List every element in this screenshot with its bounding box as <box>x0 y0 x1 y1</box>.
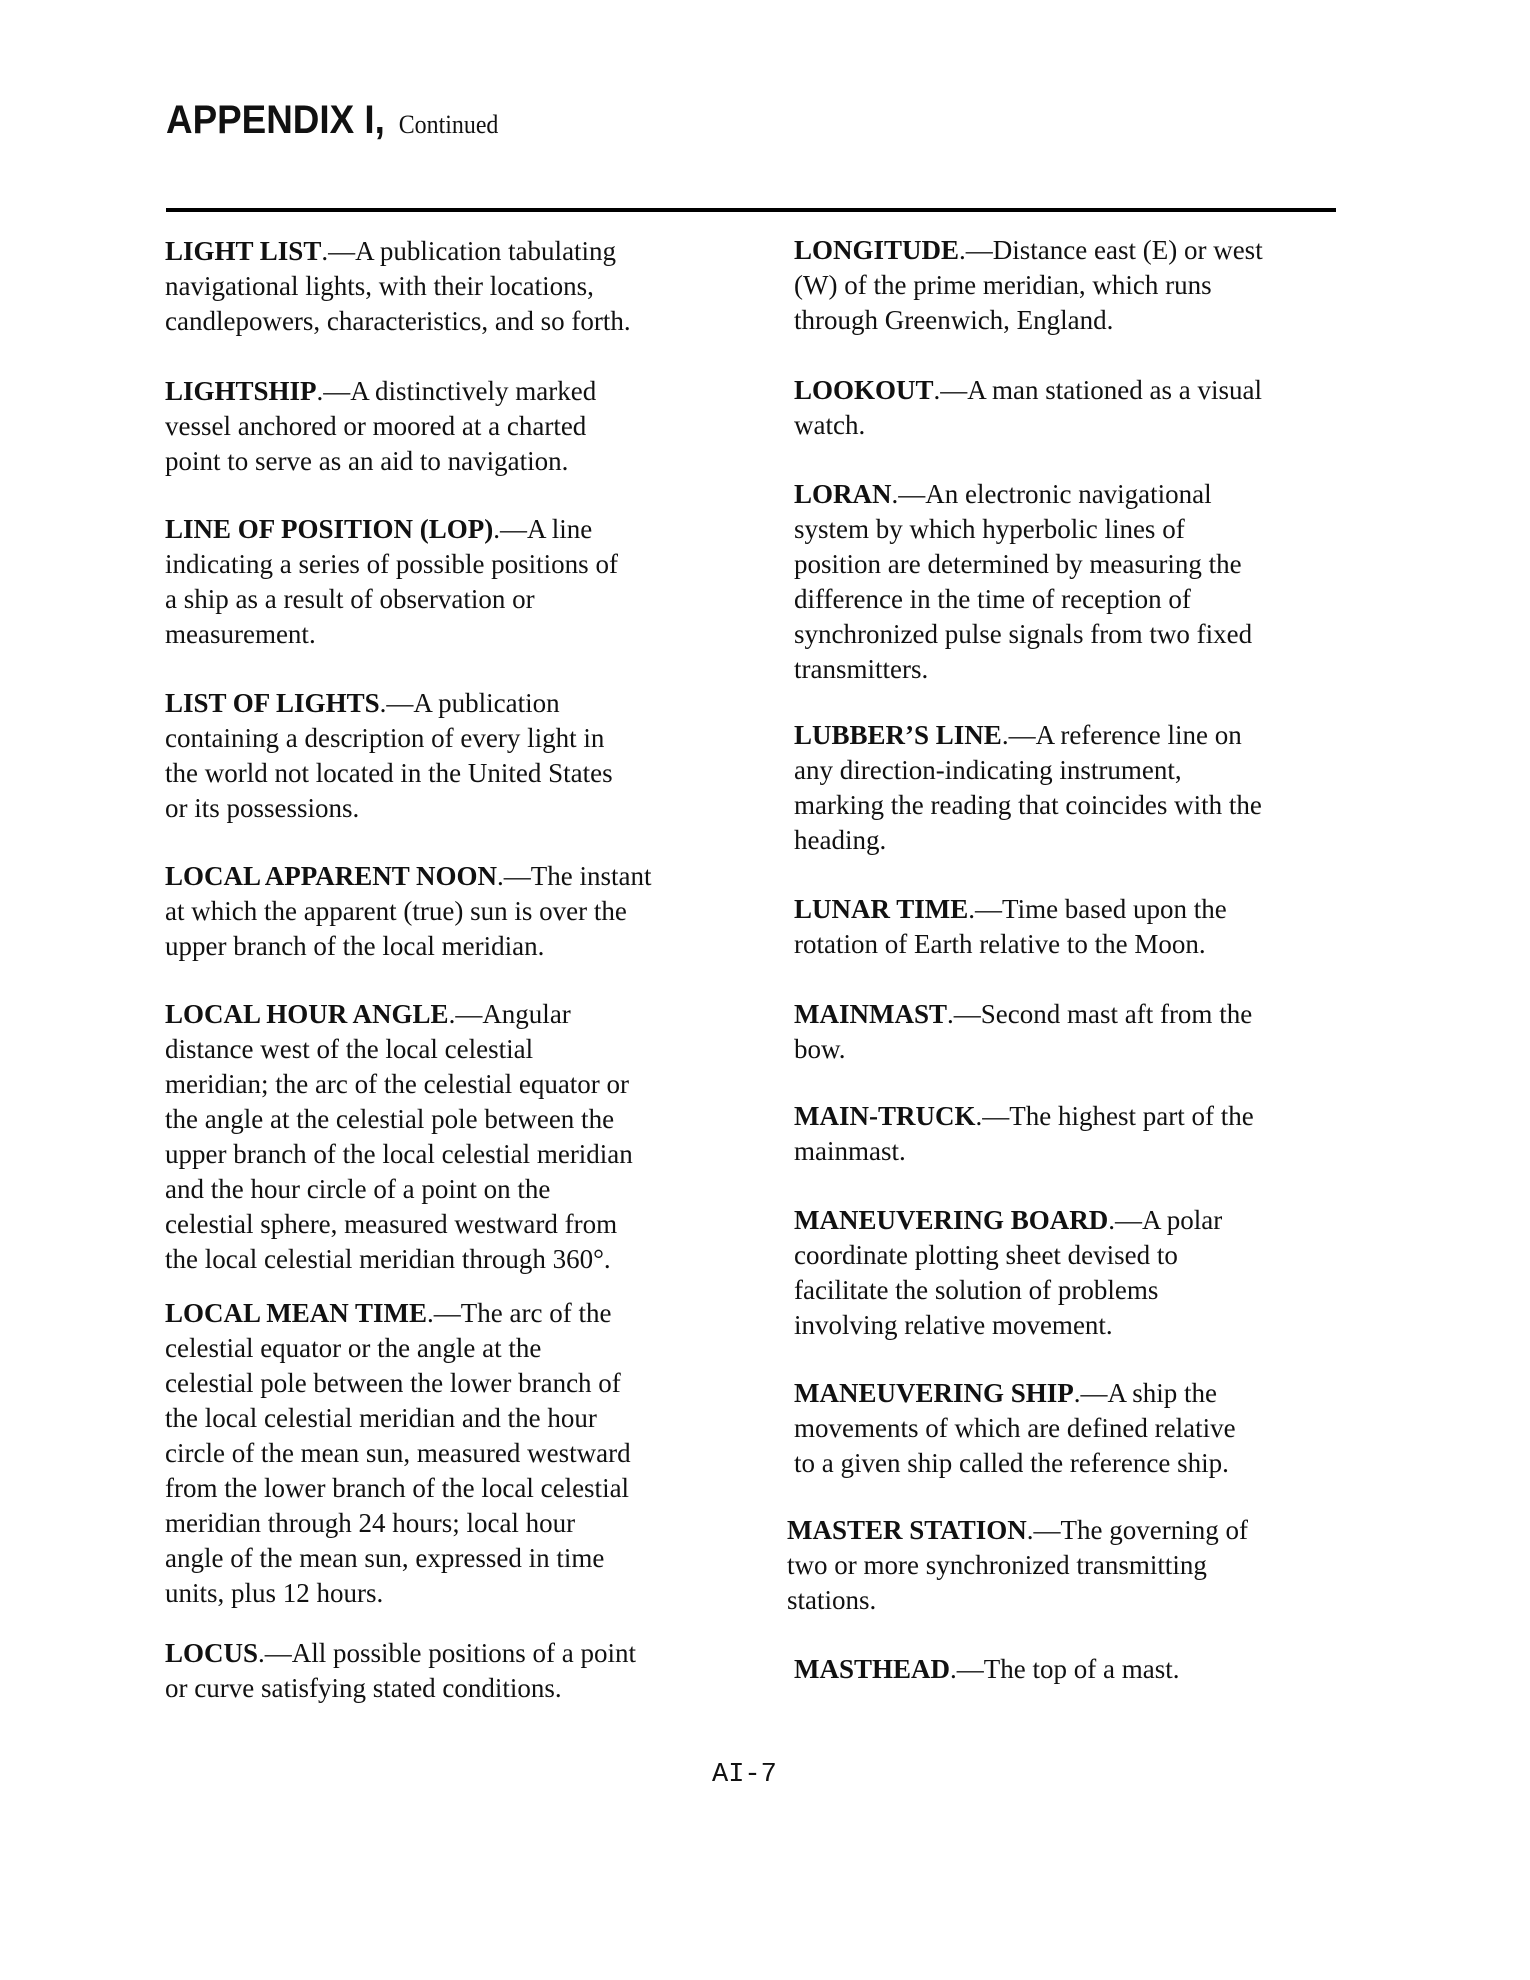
entry-definition: angle of the mean sun, expressed in time <box>165 1543 605 1573</box>
entry-line <box>165 1401 631 1436</box>
glossary-entry <box>794 1099 1254 1169</box>
entry-term: MAIN-TRUCK <box>794 1101 976 1131</box>
entry-term: LUBBER’S LINE <box>794 720 1002 750</box>
entry-definition: .—Distance east (E) or west <box>959 235 1263 265</box>
entry-definition: and the hour circle of a point on the <box>165 1174 551 1204</box>
entry-line <box>165 269 631 304</box>
entry-term: MAINMAST <box>794 999 947 1029</box>
appendix-title: APPENDIX I, <box>166 98 385 142</box>
entry-line <box>165 1576 631 1611</box>
entry-line <box>794 1273 1222 1308</box>
header-rule <box>166 208 1336 212</box>
entry-line <box>794 373 1262 408</box>
entry-term: LIGHTSHIP <box>165 376 317 406</box>
entry-definition: .—Angular <box>448 999 571 1029</box>
entry-definition: .—An electronic navigational <box>891 479 1212 509</box>
entry-line <box>794 1376 1236 1411</box>
entry-definition: celestial sphere, measured westward from <box>165 1209 618 1239</box>
glossary-entry <box>794 1376 1236 1481</box>
entry-line <box>794 652 1252 687</box>
entry-definition: upper branch of the local meridian. <box>165 931 545 961</box>
entry-term: MANEUVERING SHIP <box>794 1378 1074 1408</box>
glossary-entry <box>794 1203 1222 1343</box>
glossary-entry <box>794 477 1252 687</box>
entry-line <box>787 1583 1248 1618</box>
entry-definition: through Greenwich, England. <box>794 305 1114 335</box>
entry-definition: .—A publication tabulating <box>321 236 617 266</box>
entry-line <box>794 1032 1252 1067</box>
entry-term: LOCAL MEAN TIME <box>165 1298 428 1328</box>
entry-line <box>165 1102 633 1137</box>
entry-definition: system by which hyperbolic lines of <box>794 514 1185 544</box>
entry-line <box>165 1541 631 1576</box>
entry-line <box>794 788 1262 823</box>
entry-definition: .—A man stationed as a visual <box>933 375 1262 405</box>
glossary-entry <box>794 892 1227 962</box>
entry-line <box>165 582 618 617</box>
glossary-entry <box>165 512 618 652</box>
entry-definition: mainmast. <box>794 1136 906 1166</box>
entry-definition: rotation of Earth relative to the Moon. <box>794 929 1206 959</box>
entry-line <box>165 444 596 479</box>
entry-line <box>165 1137 633 1172</box>
glossary-entry <box>165 374 596 479</box>
entry-line <box>794 753 1262 788</box>
entry-term: LOCAL HOUR ANGLE <box>165 999 449 1029</box>
entry-definition: meridian through 24 hours; local hour <box>165 1508 576 1538</box>
entry-line <box>165 1067 633 1102</box>
entry-term: LOCAL APPARENT NOON <box>165 861 498 891</box>
entry-term: LONGITUDE <box>794 235 960 265</box>
entry-definition: celestial pole between the lower branch of <box>165 1368 621 1398</box>
entry-definition: bow. <box>794 1034 846 1064</box>
entry-definition: movements of which are defined relative <box>794 1413 1236 1443</box>
entry-definition: upper branch of the local celestial meridian <box>165 1139 633 1169</box>
glossary-entry <box>794 233 1263 338</box>
entry-term: LIST OF LIGHTS <box>165 688 380 718</box>
entry-definition: the local celestial meridian and the hour <box>165 1403 597 1433</box>
entry-definition: meridian; the arc of the celestial equator or <box>165 1069 630 1099</box>
entry-definition: watch. <box>794 410 866 440</box>
glossary-entry <box>794 718 1262 858</box>
entry-line <box>794 718 1262 753</box>
entry-definition: vessel anchored or moored at a charted <box>165 411 587 441</box>
entry-definition: coordinate plotting sheet devised to <box>794 1240 1178 1270</box>
entry-term: LUNAR TIME <box>794 894 969 924</box>
entry-line <box>165 1366 631 1401</box>
entry-definition: or curve satisfying stated conditions. <box>165 1673 562 1703</box>
entry-line <box>165 894 652 929</box>
entry-line <box>794 823 1262 858</box>
entry-definition: measurement. <box>165 619 316 649</box>
entry-definition: the world not located in the United States <box>165 758 613 788</box>
entry-line <box>794 1308 1222 1343</box>
entry-line <box>794 1238 1222 1273</box>
entry-line <box>165 1436 631 1471</box>
entry-definition: containing a description of every light in <box>165 723 605 753</box>
entry-line <box>165 859 652 894</box>
entry-definition: .—A polar <box>1108 1205 1223 1235</box>
entry-definition: .—All possible positions of a point <box>258 1638 637 1668</box>
entry-line <box>794 408 1262 443</box>
entry-line <box>165 1242 633 1277</box>
entry-definition: from the lower branch of the local celestial <box>165 1473 630 1503</box>
entry-definition: .—A distinctively marked <box>316 376 597 406</box>
entry-definition: stations. <box>787 1585 877 1615</box>
entry-line <box>794 997 1252 1032</box>
entry-line <box>794 892 1227 927</box>
entry-line <box>794 303 1263 338</box>
glossary-entry <box>165 686 613 826</box>
entry-line <box>165 1506 631 1541</box>
entry-definition: indicating a series of possible positions of <box>165 549 618 579</box>
entry-definition: two or more synchronized transmitting <box>787 1550 1207 1580</box>
entry-term: LOOKOUT <box>794 375 934 405</box>
entry-line <box>165 997 633 1032</box>
entry-definition: .—The governing of <box>1026 1515 1248 1545</box>
entry-definition: point to serve as an aid to navigation. <box>165 446 569 476</box>
entry-definition: difference in the time of reception of <box>794 584 1191 614</box>
entry-line <box>165 1172 633 1207</box>
entry-definition: any direction-indicating instrument, <box>794 755 1182 785</box>
entry-line <box>794 927 1227 962</box>
page-title <box>166 98 498 143</box>
entry-definition: (W) of the prime meridian, which runs <box>794 270 1212 300</box>
page-number: AI-7 <box>712 1760 777 1790</box>
entry-term: LORAN <box>794 479 892 509</box>
entry-line <box>787 1513 1248 1548</box>
entry-line <box>165 721 613 756</box>
entry-line <box>165 1296 631 1331</box>
entry-line <box>794 512 1252 547</box>
entry-definition: .—Second mast aft from the <box>947 999 1253 1029</box>
entry-definition: transmitters. <box>794 654 929 684</box>
entry-term: MANEUVERING BOARD <box>794 1205 1109 1235</box>
entry-definition: .—A ship the <box>1073 1378 1218 1408</box>
entry-definition: .—The highest part of the <box>975 1101 1254 1131</box>
glossary-entry <box>165 234 631 339</box>
entry-line <box>165 1331 631 1366</box>
entry-definition: to a given ship called the reference ship. <box>794 1448 1229 1478</box>
entry-definition: facilitate the solution of problems <box>794 1275 1159 1305</box>
glossary-entry <box>165 997 633 1277</box>
entry-line <box>165 512 618 547</box>
entry-line <box>794 1411 1236 1446</box>
glossary-entry <box>787 1513 1248 1618</box>
entry-line <box>165 1207 633 1242</box>
entry-definition: units, plus 12 hours. <box>165 1578 384 1608</box>
entry-line <box>794 1203 1222 1238</box>
entry-line <box>165 409 596 444</box>
entry-definition: .—The arc of the <box>427 1298 612 1328</box>
entry-line <box>165 1671 636 1706</box>
entry-definition: at which the apparent (true) sun is over the <box>165 896 627 926</box>
entry-line <box>794 1099 1254 1134</box>
entry-definition: .—A publication <box>379 688 560 718</box>
entry-line <box>165 791 613 826</box>
entry-definition: candlepowers, characteristics, and so forth. <box>165 306 631 336</box>
entry-line <box>165 1471 631 1506</box>
entry-line <box>165 234 631 269</box>
entry-line <box>165 686 613 721</box>
entry-line <box>794 547 1252 582</box>
glossary-entry <box>794 997 1252 1067</box>
entry-term: MASTHEAD <box>794 1654 951 1684</box>
entry-line <box>794 1446 1236 1481</box>
entry-line <box>165 374 596 409</box>
entry-definition: marking the reading that coincides with the <box>794 790 1262 820</box>
entry-term: LINE OF POSITION (LOP) <box>165 514 494 544</box>
entry-line <box>794 233 1263 268</box>
entry-definition: .—The instant <box>497 861 652 891</box>
entry-definition: involving relative movement. <box>794 1310 1113 1340</box>
entry-line <box>794 617 1252 652</box>
entry-term: MASTER STATION <box>787 1515 1027 1545</box>
entry-definition: .—A reference line on <box>1001 720 1242 750</box>
entry-definition: navigational lights, with their locations, <box>165 271 594 301</box>
entry-definition: .—Time based upon the <box>968 894 1227 924</box>
entry-line <box>165 1636 636 1671</box>
entry-line <box>794 1652 1179 1687</box>
entry-line <box>794 477 1252 512</box>
glossary-entry <box>794 373 1262 443</box>
glossary-entry <box>165 859 652 964</box>
entry-definition: .—A line <box>493 514 593 544</box>
entry-line <box>165 547 618 582</box>
glossary-entry <box>165 1296 631 1611</box>
entry-line <box>165 1032 633 1067</box>
entry-line <box>165 617 618 652</box>
entry-line <box>787 1548 1248 1583</box>
entry-line <box>165 304 631 339</box>
entry-definition: the local celestial meridian through 360°. <box>165 1244 611 1274</box>
entry-definition: .—The top of a mast. <box>950 1654 1180 1684</box>
entry-line <box>165 929 652 964</box>
entry-definition: position are determined by measuring the <box>794 549 1242 579</box>
entry-definition: celestial equator or the angle at the <box>165 1333 542 1363</box>
entry-line <box>165 756 613 791</box>
entry-definition: distance west of the local celestial <box>165 1034 534 1064</box>
entry-line <box>794 582 1252 617</box>
entry-definition: synchronized pulse signals from two fixed <box>794 619 1253 649</box>
entry-definition: heading. <box>794 825 887 855</box>
appendix-subtitle: Continued <box>398 110 499 139</box>
entry-definition: circle of the mean sun, measured westward <box>165 1438 631 1468</box>
entry-term: LOCUS <box>165 1638 259 1668</box>
glossary-entry <box>794 1652 1179 1687</box>
glossary-entry <box>165 1636 636 1706</box>
entry-definition: the angle at the celestial pole between the <box>165 1104 615 1134</box>
entry-term: LIGHT LIST <box>165 236 322 266</box>
entry-definition: or its possessions. <box>165 793 360 823</box>
entry-definition: a ship as a result of observation or <box>165 584 535 614</box>
entry-line <box>794 1134 1254 1169</box>
entry-line <box>794 268 1263 303</box>
